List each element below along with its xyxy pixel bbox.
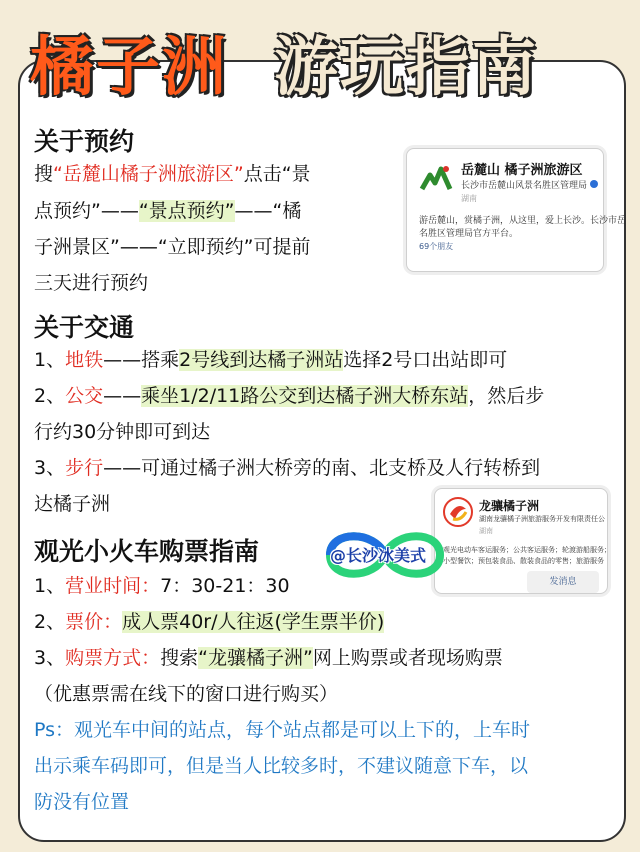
train-heading: 观光小火车购票指南 [34, 537, 260, 566]
text: 7：30-21：30 [160, 575, 290, 597]
text: 长沙市岳麓山风景名胜区管理局 [461, 181, 588, 191]
booking-line-4: 三天进行预约 [34, 272, 149, 294]
booking-line-3: 子洲景区”——“立即预约”可提前 [34, 236, 311, 258]
account-bio-2: 小型餐饮；预包装食品、散装食品的零售；旅游服务 [443, 557, 604, 565]
booking-line-2 [34, 193, 301, 230]
train-item-1 [34, 568, 290, 605]
transport-item-3 [34, 450, 540, 487]
text: 搜 [34, 163, 54, 185]
send-message-button[interactable]: 发消息 [527, 571, 599, 593]
text: —— [103, 385, 142, 407]
transport-item-2-cont: 行约30分钟即可到达 [34, 421, 211, 443]
title-orange: 橘子洲 [30, 31, 228, 105]
text: 1、 [34, 575, 66, 597]
ps-line-3: 防没有位置 [34, 791, 130, 813]
highlight: 成人票40r/人往返(学生票半价) [122, 611, 385, 633]
transport-item-3-cont: 达橘子洲 [34, 493, 111, 515]
text: 2、 [34, 611, 66, 633]
label: 营业时间： [65, 575, 161, 597]
verified-icon [590, 180, 598, 188]
text: ——搭乘 [103, 349, 180, 371]
text: ，然后步 [468, 385, 545, 407]
title-cream: 游玩指南 [274, 31, 538, 105]
train-item-2 [34, 604, 384, 641]
train-item-3 [34, 640, 503, 677]
account-bio-1: 游岳麓山，赏橘子洲，从这里，爱上长沙。长沙市岳 [419, 216, 627, 226]
text: 3、 [34, 457, 66, 479]
account-name: 龙骧橘子洲 [479, 499, 540, 513]
label: 购票方式： [65, 647, 161, 669]
train-item-3-cont: （优惠票需在线下的窗口进行购买） [34, 683, 339, 705]
text: ——可通过橘子洲大桥旁的南、北支桥及人行转桥到 [103, 457, 541, 479]
text: ——“橘 [234, 200, 302, 222]
text: 点击“景 [243, 163, 311, 185]
account-bio-1: 观光电动车客运服务；公共客运服务；轮渡游船服务； [443, 546, 611, 554]
account-bio-2: 名胜区管理局官方平台。 [419, 229, 519, 239]
text: 1、 [34, 349, 66, 371]
text: 2、 [34, 385, 66, 407]
page-title [0, 0, 640, 110]
watermark-text: @长沙冰美式 [330, 546, 427, 565]
account-subtitle [461, 178, 598, 191]
account-card-1 [406, 148, 627, 272]
highlight: “龙骧橘子洲” [198, 647, 313, 669]
text: 选择2号口出站即可 [343, 349, 508, 371]
text: 网上购票或者现场购票 [312, 647, 503, 669]
highlight: “景点预约” [138, 200, 235, 222]
label: 地铁 [65, 349, 104, 371]
text: 搜索 [160, 647, 199, 669]
friends-count: 69个朋友 [419, 242, 454, 251]
ps-line-1: Ps：观光车中间的站点，每个站点都是可以上下的，上车时 [34, 719, 531, 741]
search-term: “岳麓山橘子洲旅游区” [53, 163, 244, 185]
booking-heading: 关于预约 [34, 127, 135, 156]
highlight: 乘坐1/2/11路公交到达橘子洲大桥东站 [141, 385, 469, 407]
ps-line-2: 出示乘车码即可，但是当人比较多时，不建议随意下车，以 [34, 755, 529, 777]
mountain-logo-icon [419, 161, 453, 195]
transport-heading: 关于交通 [34, 313, 135, 342]
text: 3、 [34, 647, 66, 669]
account-location: 湖南 [461, 194, 477, 203]
account-subtitle: 湖南龙骧橘子洲旅游服务开发有限责任公 [479, 515, 605, 523]
account-location: 湖南 [479, 527, 493, 535]
booking-line-1 [34, 156, 311, 193]
label: 步行 [65, 457, 104, 479]
account-name: 岳麓山 橘子洲旅游区 [461, 163, 583, 178]
transport-item-2 [34, 378, 544, 415]
label: 公交 [65, 385, 104, 407]
transport-item-1 [34, 342, 507, 379]
highlight: 2号线到达橘子洲站 [179, 349, 344, 371]
label: 票价： [65, 611, 123, 633]
text: 点预约”—— [34, 200, 139, 222]
